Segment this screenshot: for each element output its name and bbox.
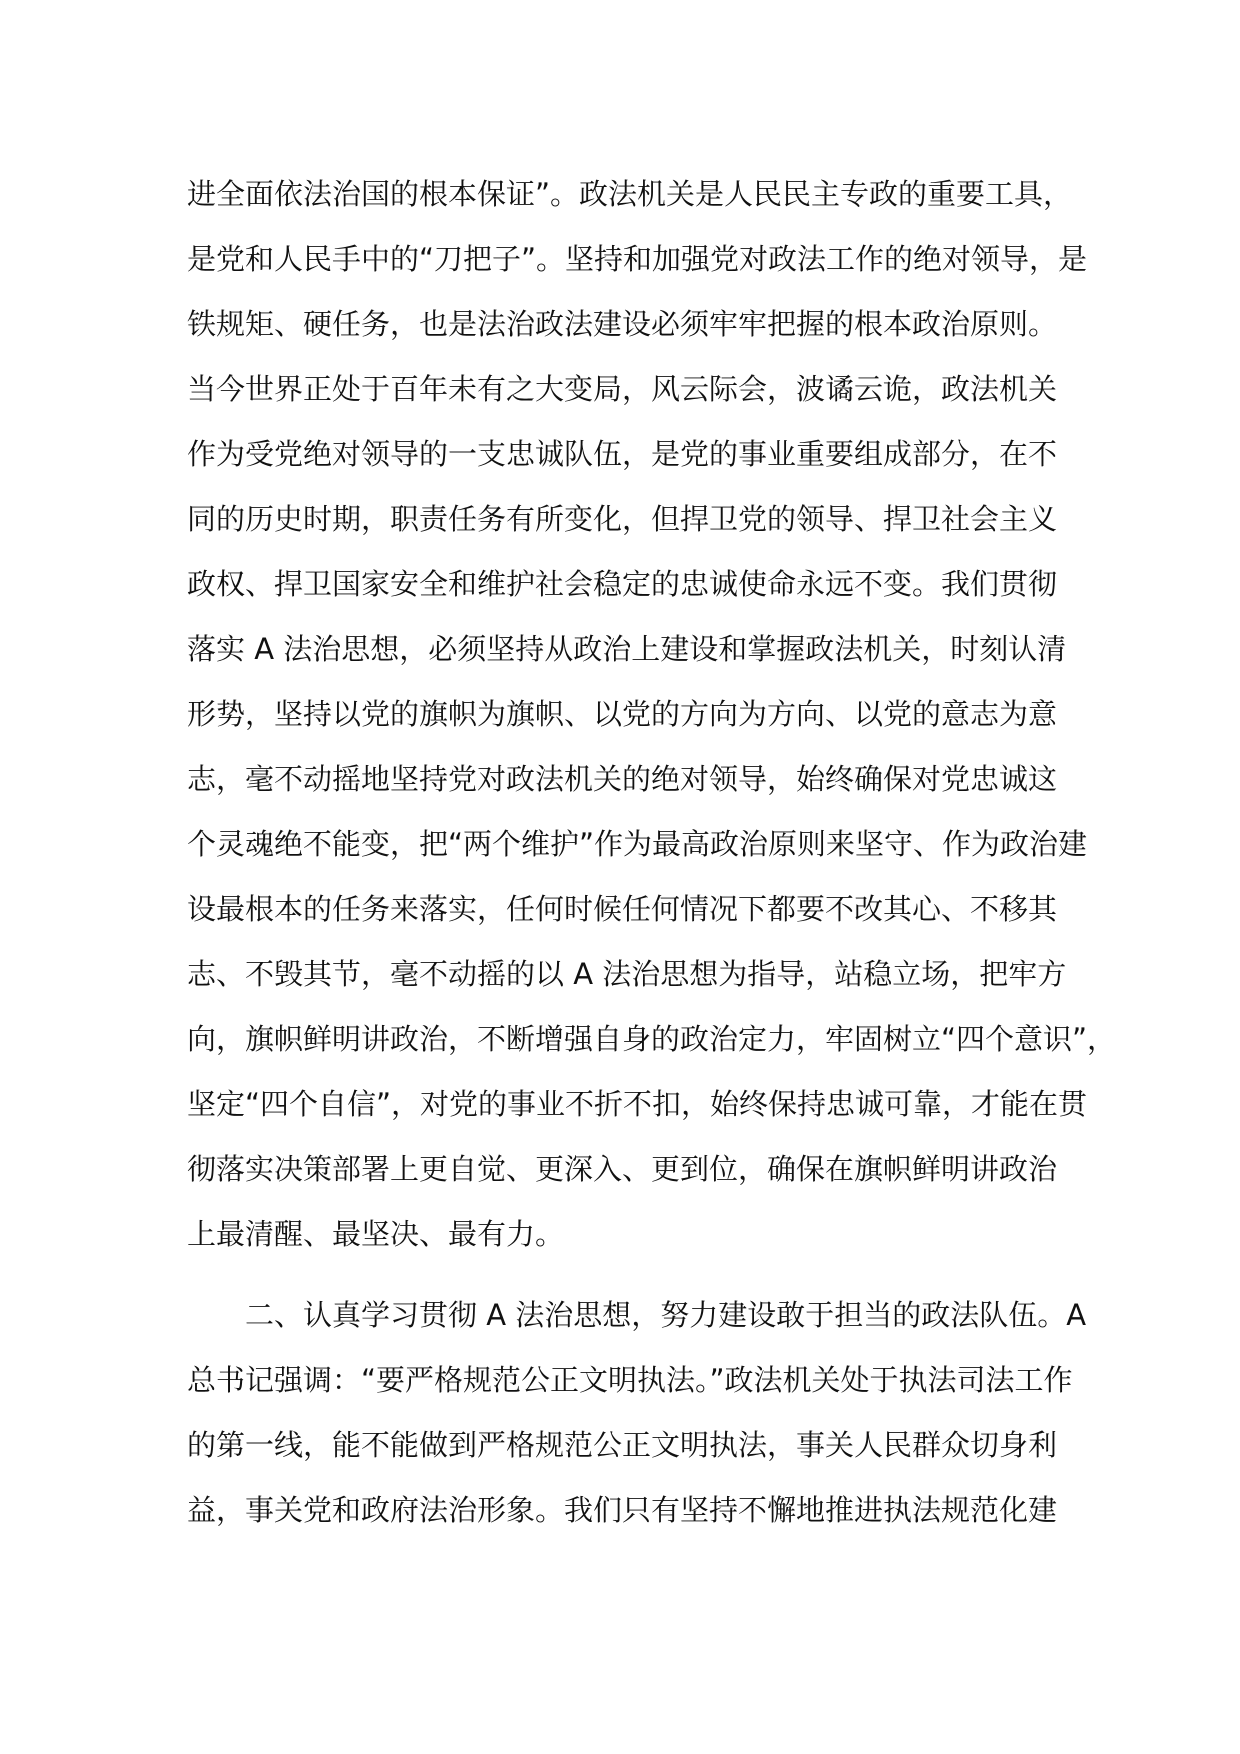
text-line: 彻落实决策部署上更自觉、更深入、更到位，确保在旗帜鲜明讲政治 bbox=[187, 1152, 1058, 1186]
paragraph-1 bbox=[187, 162, 1117, 1267]
text-line: 志、不毁其节，毫不动摇的以 A 法治思想为指导，站稳立场，把牢方 bbox=[187, 957, 1067, 991]
text-line: 同的历史时期，职责任务有所变化，但捍卫党的领导、捍卫社会主义 bbox=[187, 502, 1058, 536]
text-line: 落实 A 法治思想，必须坚持从政治上建设和掌握政法机关，时刻认清 bbox=[187, 632, 1067, 666]
text-line: 形势，坚持以党的旗帜为旗帜、以党的方向为方向、以党的意志为意 bbox=[187, 697, 1058, 731]
text-line: 是党和人民手中的“刀把子”。坚持和加强党对政法工作的绝对领导，是 bbox=[187, 242, 1088, 276]
text-line: 志，毫不动摇地坚持党对政法机关的绝对领导，始终确保对党忠诚这 bbox=[187, 762, 1058, 796]
text-line: 铁规矩、硬任务，也是法治政法建设必须牢牢把握的根本政治原则。 bbox=[187, 307, 1058, 341]
text-line: 的第一线，能不能做到严格规范公正文明执法，事关人民群众切身利 bbox=[187, 1428, 1058, 1462]
text-line: 益，事关党和政府法治形象。我们只有坚持不懈地推进执法规范化建 bbox=[187, 1493, 1058, 1527]
text-line: 当今世界正处于百年未有之大变局，风云际会，波谲云诡，政法机关 bbox=[187, 372, 1058, 406]
text-line: 总书记强调：“要严格规范公正文明执法。”政法机关处于执法司法工作 bbox=[187, 1363, 1073, 1397]
text-line: 政权、捍卫国家安全和维护社会稳定的忠诚使命永远不变。我们贯彻 bbox=[187, 567, 1058, 601]
text-line: 个灵魂绝不能变，把“两个维护”作为最高政治原则来坚守、作为政治建 bbox=[187, 827, 1088, 861]
text-line: 二、认真学习贯彻 A 法治思想，努力建设敢于担当的政法队伍。A bbox=[187, 1298, 1087, 1332]
text-line: 上最清醒、最坚决、最有力。 bbox=[187, 1217, 565, 1251]
paragraph-2 bbox=[187, 1283, 1087, 1543]
text-line: 进全面依法治国的根本保证”。政法机关是人民民主专政的重要工具， bbox=[187, 177, 1073, 211]
text-line: 坚定“四个自信”，对党的事业不折不扣，始终保持忠诚可靠，才能在贯 bbox=[187, 1087, 1088, 1121]
text-line: 设最根本的任务来落实，任何时候任何情况下都要不改其心、不移其 bbox=[187, 892, 1058, 926]
text-line: 作为受党绝对领导的一支忠诚队伍，是党的事业重要组成部分，在不 bbox=[187, 437, 1058, 471]
text-line: 向，旗帜鲜明讲政治，不断增强自身的政治定力，牢固树立“四个意识”， bbox=[187, 1022, 1117, 1056]
